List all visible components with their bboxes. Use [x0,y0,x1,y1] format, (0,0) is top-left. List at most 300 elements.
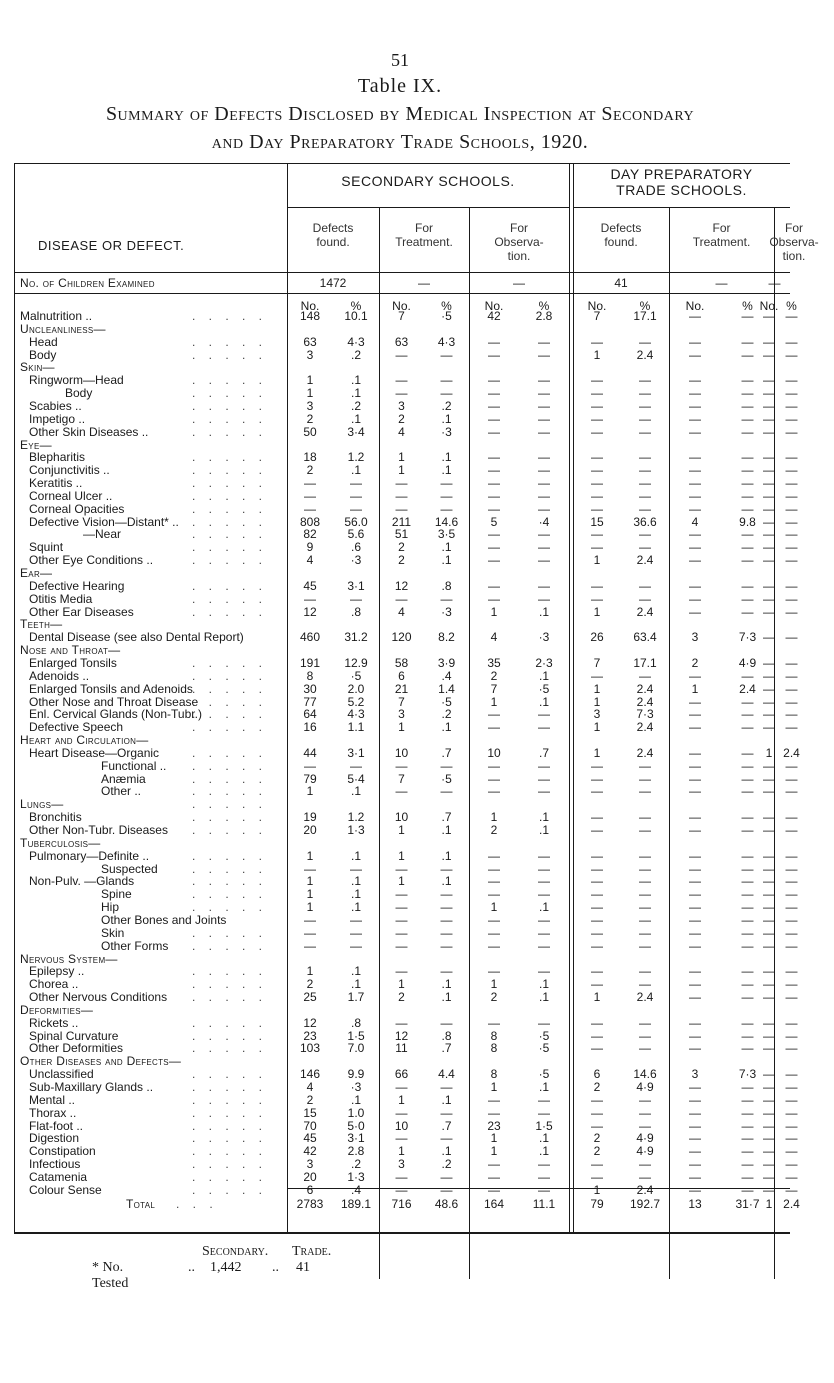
leader-dots: . . . . . [192,758,268,773]
table-cell: 103 [299,1041,321,1056]
table-cell: 2 [398,540,405,555]
table-cell: 2 [306,1092,314,1107]
table-cell: — [538,771,550,786]
table-cell: — [689,810,701,825]
table-cell: — [639,591,651,606]
table-cell: — [538,720,550,735]
table-cell: 5.6 [347,527,365,542]
table-cell: — [689,1144,701,1159]
table-cell: — [763,514,775,529]
table-cell: — [763,810,775,825]
table-cell: — [689,373,701,388]
table-cell: — [538,591,550,606]
table-cell: — [591,591,603,606]
table-cell: — [591,1041,603,1056]
table-cell: — [785,386,798,401]
table-cell: 4·3 [347,334,365,349]
table-cell: 42 [303,1144,317,1159]
table-cell: 2.4 [739,681,756,696]
table-cell: — [395,1169,408,1184]
table-cell: — [440,1105,453,1120]
col-treatment-line-1: For [415,221,433,235]
table-cell: — [591,823,603,837]
table-cell: 1 [306,900,314,915]
table-cell: 3·9 [437,655,456,670]
footnote-trade-value: 41 [296,1260,310,1275]
table-cell: — [785,977,798,992]
table-cell: — [689,476,701,491]
table-cell: — [639,900,651,915]
table-cell: ·5 [441,694,452,709]
table-cell: 808 [299,514,321,529]
leader-dots: . . . . . [192,527,268,542]
table-cell: — [639,668,651,683]
table-cell: — [689,823,701,837]
total-cell: 2.4 [783,1197,800,1211]
table-cell: — [488,450,500,465]
table-cell: — [763,1144,775,1159]
examined-trade: 41 [614,276,628,290]
table-cell: — [639,1041,651,1056]
table-cell: — [763,501,775,516]
table-cell: 1 [593,553,601,568]
table-cell: — [488,347,500,362]
no-header: No. [685,299,705,313]
table-cell: — [591,925,603,940]
table-cell: — [591,900,603,915]
table-cell: — [689,334,701,349]
table-cell: — [741,476,754,491]
table-cell: — [440,476,453,491]
table-cell: 3 [306,398,314,413]
table-title: Table IX. [357,75,443,97]
leader-dots: . . . . . [192,501,268,516]
table-cell: .1 [350,887,361,902]
table-cell: — [304,861,316,876]
table-cell: — [591,977,603,992]
row-label: Rickets .. [29,1015,79,1030]
table-cell: — [785,810,798,825]
table-cell: .1 [441,874,452,889]
row-label: Colour Sense [29,1182,102,1197]
table-cell: — [785,398,798,413]
table-cell: — [785,1105,798,1120]
table-cell: — [440,1131,453,1146]
table-cell: 4 [398,424,405,439]
table-cell: — [741,488,754,503]
table-cell: — [488,373,500,388]
table-cell: — [689,540,701,555]
table-cell: — [689,1080,701,1094]
table-cell: ·3 [441,604,452,619]
table-cell: — [639,887,651,902]
table-cell: 1 [398,874,405,889]
table-cell: — [488,771,500,786]
row-label: Sub-Maxillary Glands .. [29,1080,154,1094]
leader-dots: . . . . . [192,1092,268,1107]
table-cell: — [689,1015,701,1030]
leader-dots: . . . . . [192,1169,268,1184]
table-cell: — [395,1080,408,1094]
table-cell: — [689,591,701,606]
examined-dash: — [418,276,430,290]
table-cell: 1 [593,720,601,735]
table-cell: 3·1 [347,578,365,593]
table-cell: — [395,925,408,940]
row-label: Conjunctivitis .. [29,463,110,478]
table-cell: — [488,912,500,927]
table-cell: — [763,771,775,786]
row-label: Defective Speech [29,720,124,735]
table-cell: — [741,553,754,568]
table-cell: — [785,591,798,606]
table-cell: — [785,347,798,362]
table-cell: — [689,990,701,1005]
pct-header: % [350,299,362,313]
total-label: Total [126,1197,156,1211]
table-cell: 2.8 [535,309,553,323]
table-cell: 5·4 [347,771,365,786]
table-cell: — [741,887,754,902]
leader-dots: . . . . . [192,848,268,863]
table-cell: — [785,681,798,696]
leader-dots: . . . . . [192,1144,268,1159]
table-cell: — [689,488,701,503]
table-cell: 1 [765,745,773,760]
col-treatment-secondary [379,221,469,249]
table-cell: 12 [303,1015,317,1030]
table-cell: — [741,386,754,401]
table-cell: — [785,424,798,439]
table-cell: — [741,694,754,709]
table-cell: — [741,309,754,323]
section-label: Tuberculosis— [20,835,101,850]
table-cell: — [488,784,500,799]
row-label: Functional .. [101,758,167,773]
table-cell: — [785,553,798,568]
table-cell: — [763,373,775,388]
table-cell: — [741,1182,754,1197]
table-cell: — [440,784,453,799]
table-cell: 5.2 [347,694,365,709]
table-cell: — [689,938,701,953]
table-cell: — [763,386,775,401]
table-cell: — [538,411,550,426]
trade-schools-header-line-2: TRADE SCHOOLS. [616,182,747,198]
table-cell: — [785,1118,798,1133]
table-cell: 26 [590,630,604,645]
table-cell: — [488,1105,500,1120]
table-cell: 2.4 [636,745,654,760]
table-cell: — [591,501,603,516]
table-cell: 56.0 [344,514,368,529]
table-cell: 2 [398,990,405,1005]
table-cell: ·5 [538,1041,550,1056]
table-cell: — [639,463,651,478]
table-cell: — [785,861,798,876]
table-cell: 16 [303,720,317,735]
table-cell: 2 [593,1131,601,1146]
table-cell: 3 [306,1157,314,1172]
table-cell: 2 [593,1080,601,1094]
table-cell: — [763,1067,775,1082]
table-cell: 19 [303,810,317,825]
table-cell: .1 [441,450,452,465]
table-cell: — [741,745,754,760]
leader-dots: . . . . . [192,553,268,568]
row-label: Thorax .. [29,1105,77,1120]
table-cell: — [304,758,316,773]
table-cell: — [763,540,775,555]
table-cell: — [488,861,500,876]
table-cell: — [538,476,550,491]
table-cell: — [785,334,798,349]
table-cell: — [440,964,453,979]
section-label: Ear— [20,566,53,580]
table-cell: — [785,450,798,465]
table-cell: — [763,1080,775,1094]
leader-dots: . . . . . [192,745,268,760]
table-cell: 7 [398,694,405,709]
table-cell: 1 [306,784,314,799]
row-label: Bronchitis [29,810,82,825]
table-cell: 1 [490,810,498,825]
table-cell: — [741,1169,754,1184]
table-cell: — [741,1105,754,1120]
leader-dots: . . . . . [192,373,268,388]
table-cell: 58 [394,655,409,670]
subtitle-line-2: and Day Preparatory Trade Schools, 1920. [211,131,589,153]
table-cell: — [763,758,775,773]
table-cell: — [591,373,603,388]
table-cell: .1 [441,411,452,426]
table-cell: — [488,501,500,516]
table-cell: — [395,476,408,491]
table-cell: — [763,1169,775,1184]
page-number: 51 [391,50,409,70]
table-cell: — [741,578,754,593]
table-cell: 66 [394,1067,409,1082]
table-cell: — [639,1157,651,1172]
table-cell: .1 [538,604,549,619]
table-cell: — [538,540,550,555]
table-cell: — [591,810,603,825]
leader-dots: . . . . . [192,964,268,979]
table-cell: 5·0 [347,1118,365,1133]
table-cell: — [689,604,701,619]
total-cell: 31·7 [735,1197,760,1211]
table-cell: — [689,309,701,323]
table-cell: — [639,424,651,439]
table-cell: 4·9 [636,1131,654,1146]
subtitle-line-1: Summary of Defects Disclosed by Medical Inspection at Secondary [105,103,695,125]
table-cell: .1 [350,874,361,889]
table-cell: — [689,668,701,683]
table-cell: 120 [391,630,412,645]
leader-dots: . . . . . [192,476,268,491]
table-cell: 3 [691,1067,699,1082]
table-cell: 6 [593,1067,601,1082]
table-cell: — [763,347,775,362]
row-label: Other .. [101,784,142,799]
table-cell: 8 [490,1028,498,1043]
table-cell: 7.0 [347,1041,365,1056]
table-cell: — [785,527,798,542]
row-label: Catamenia [29,1169,88,1184]
table-cell: — [785,912,798,927]
table-cell: — [689,1169,701,1184]
table-cell: — [785,964,798,979]
table-cell: — [639,912,651,927]
table-cell: 3·5 [437,527,456,542]
section-label: Eye— [20,437,52,452]
table-cell: — [488,938,500,953]
table-cell: .1 [350,386,361,401]
table-cell: 17.1 [633,309,657,323]
table-cell: 2 [691,655,699,670]
table-cell: — [591,527,603,542]
table-cell: — [440,1182,453,1197]
row-label: Defective Vision—Distant* .. [29,514,179,529]
row-label: Blepharitis [29,450,86,465]
table-cell: — [763,1041,775,1056]
table-cell: — [689,347,701,362]
table-cell: 35 [487,655,501,670]
table-cell: 2 [490,990,498,1005]
leader-dots: . . . . . [192,1028,268,1043]
table-cell: — [488,1092,500,1107]
no-header: No. [484,299,504,313]
table-cell: — [639,938,651,953]
table-cell: — [785,1182,798,1197]
table-cell: 191 [299,655,321,670]
table-cell: 2.4 [636,720,654,735]
table-cell: 18 [303,450,317,465]
table-cell: — [350,501,362,516]
table-cell: — [395,861,408,876]
table-cell: — [395,938,408,953]
table-cell: — [395,591,408,606]
table-cell: .1 [538,1144,549,1159]
examined-row [14,276,790,291]
table-row [14,1182,798,1198]
table-cell: 1 [306,887,314,902]
table-cell: .6 [350,540,361,555]
table-cell: ·3 [538,630,550,645]
table-cell: 3 [398,1157,405,1172]
table-cell: — [639,398,651,413]
table-cell: 2 [593,1144,601,1159]
table-cell: — [304,938,316,953]
table-cell: 1 [306,874,314,889]
table-cell: — [689,1182,701,1197]
table-cell: — [538,1169,550,1184]
table-cell: — [488,707,500,722]
total-cell: 189.1 [340,1197,372,1211]
leader-dots: . . . . . [192,977,268,992]
table-cell: — [350,861,362,876]
table-cell: .1 [538,810,549,825]
table-cell: 20 [303,1169,317,1184]
table-cell: .1 [538,900,549,915]
table-cell: — [395,758,408,773]
table-cell: — [763,553,775,568]
table-cell: — [395,900,408,915]
table-cell: .1 [538,668,549,683]
table-cell: — [741,1028,754,1043]
footnote-trade-head: Trade. [292,1244,332,1259]
table-cell: — [763,990,775,1005]
table-cell: — [538,874,550,889]
leader-dots: . . . . . [192,810,268,825]
table-cell: — [689,527,701,542]
table-cell: 1 [306,373,314,388]
table-cell: 2.4 [636,694,654,709]
table-cell: ·3 [350,1080,362,1094]
table-cell: — [689,720,701,735]
table-cell: 14.6 [633,1067,657,1082]
table-cell: — [395,501,408,516]
table-cell: — [488,1157,500,1172]
table-cell: 2 [398,411,405,426]
table-cell: — [785,784,798,799]
examined-label: No. of Children Examined [20,276,155,290]
row-label: Flat-foot .. [29,1118,84,1133]
table-cell: — [741,758,754,773]
table-cell: 1 [398,823,405,837]
col-observation-line-1: For [510,221,528,235]
table-cell: — [538,784,550,799]
table-cell: — [538,938,550,953]
table-cell: 1 [306,964,314,979]
table-cell: — [538,386,550,401]
table-cell: — [763,450,775,465]
row-label: Otitis Media [29,591,93,606]
table-cell: 1 [593,745,601,760]
table-cell: — [763,861,775,876]
row-label: Scabies .. [29,398,82,413]
table-subtitle [20,100,780,156]
row-label: Non-Pulv. —Glands [29,874,135,889]
table-cell: — [488,488,500,503]
table-cell: — [785,411,798,426]
table-cell: 5 [490,514,498,529]
table-cell: — [639,848,651,863]
leader-dots: . . . . . [192,540,268,555]
table-cell: — [785,720,798,735]
row-label: Enlarged Tonsils [29,655,117,670]
table-cell: — [763,784,775,799]
table-cell: — [350,758,362,773]
table-cell: — [304,476,316,491]
table-cell: — [538,527,550,542]
table-cell: 3 [398,398,405,413]
table-cell: 31.2 [344,630,368,645]
table-cell: 17.1 [633,655,657,670]
table-cell: 1 [490,1131,498,1146]
table-cell: — [488,463,500,478]
table-cell: — [488,887,500,902]
table-cell: 1·3 [347,1169,365,1184]
table-cell: 2·3 [535,655,553,670]
table-cell: — [591,476,603,491]
table-cell: .1 [441,540,452,555]
table-cell: — [763,424,775,439]
table-cell: 12 [303,604,317,619]
table-cell: — [538,887,550,902]
table-cell: — [763,463,775,478]
table-cell: — [591,450,603,465]
